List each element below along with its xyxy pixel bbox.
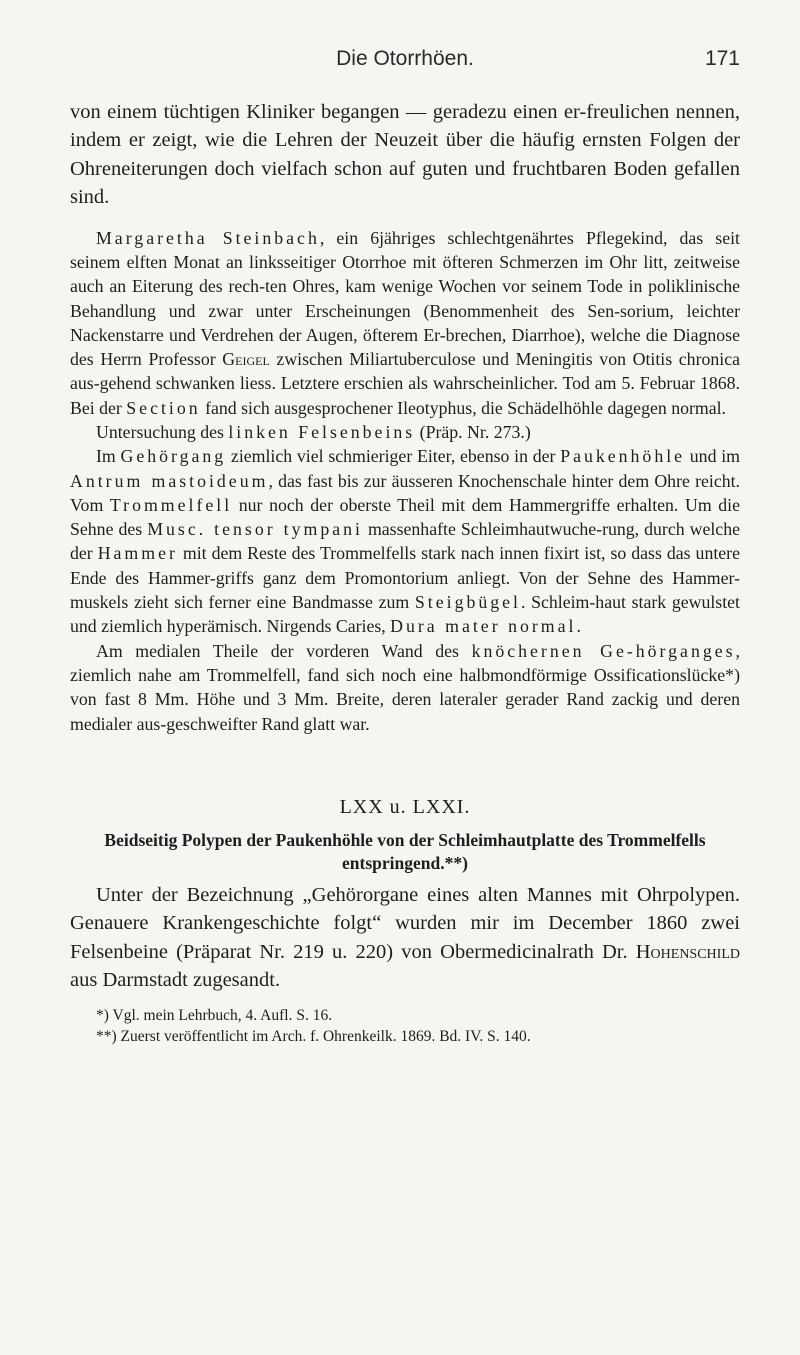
- intro-paragraph: von einem tüchtigen Kliniker begangen — geradezu einen er-freulichen nennen, indem er zeigt, wie die Lehren der Neuzeit über die häufig ernsten Folgen der Ohreneiterungen doch vielfach schon auf guten und fruchtbaren Boden gefallen sind.: [70, 101, 740, 209]
- doctor-name: Hohenschild: [635, 940, 740, 963]
- patient-name: Margaretha Steinbach: [96, 227, 320, 248]
- footnote-2: **) Zuerst veröffentlicht im Arch. f. Ohrenkeilk. 1869. Bd. IV. S. 140.: [96, 1027, 531, 1045]
- running-title: Die Otorrhöen.: [336, 47, 474, 70]
- footnote-1: *) Vgl. mein Lehrbuch, 4. Aufl. S. 16.: [96, 1007, 333, 1025]
- page-header: [70, 0, 740, 70]
- professor-name: Geigel: [222, 349, 270, 370]
- case-paragraph: Margaretha Steinbach, ein 6jähriges schlechtgenährtes Pflegekind, das seit seinem elften Monat an linksseitiger Otorrhoe mit öfteren Schmerzen im Ohr litt, zeitweise auch an Eiterung des rech-ten Ohres, kam wenige Wochen vor seinem Tode in poliklinische Behandlung und zwar unter Erscheinungen (Benommenheit des Sen-sorium, leichter Nackenstarre und Verdrehen der Augen, öfterem Er-brechen, Diarrhoe), welche die Diagnose des Herrn Professor Geigel zwischen Miliartuberculose und Meningitis von Otitis chronica aus-gehend schwanken liess. Letztere erschien als wahrscheinlicher. Tod am 5. Februar 1868. Bei der Section fand sich ausgesprochener Ileotyphus, die Schädelhöhle dagegen normal.: [70, 227, 741, 418]
- section-word: Section: [126, 397, 201, 418]
- book-page: [70, 0, 740, 1047]
- footnotes: [70, 1006, 740, 1047]
- examination-heading: Untersuchung des linken Felsenbeins (Präp. Nr. 273.): [96, 422, 531, 442]
- section-title: Beidseitig Polypen der Paukenhöhle von der Schleimhautplatte des Trommelfells entspringend.**): [104, 829, 706, 873]
- section-number: LXX u. LXXI.: [339, 795, 471, 818]
- ossification-paragraph: Am medialen Theile der vorderen Wand des knöchernen Ge-hörganges, ziemlich nahe am Trommelfell, fand sich noch eine halbmondförmige Ossificationslücke*) von fast 8 Mm. Höhe und 3 Mm. Breite, deren lateraler gerader Rand zackig und deren medialer aus-geschweifter Rand glatt war.: [70, 640, 740, 734]
- page-number: 171: [704, 47, 740, 70]
- section-paragraph: Unter der Bezeichnung „Gehörorgane eines alten Mannes mit Ohrpolypen. Genauere Krankengeschichte folgt“ wurden mir im December 1860 zwei Felsenbeine (Präparat Nr. 219 u. 220) von Obermedicinalrath Dr. Hohenschild aus Darmstadt zugesandt.: [70, 883, 740, 992]
- findings-paragraph: Im Gehörgang ziemlich viel schmieriger Eiter, ebenso in der Paukenhöhle und im Antrum mastoideum, das fast bis zur äusseren Knochenschale hinter dem Ohre reicht. Vom Trommelfell nur noch der oberste Theil mit dem Hammergriffe erhalten. Um die Sehne des Musc. tensor tympani massenhafte Schleimhautwuche-rung, durch welche der Hammer mit dem Reste des Trommelfells stark nach innen fixirt ist, so dass das untere Ende des Hammer-griffs ganz dem Promontorium anliegt. Von der Sehne des Hammer-muskels zieht sich ferner eine Bandmasse zum Steigbügel. Schleim-haut stark gewulstet und ziemlich hyperämisch. Nirgends Caries, Dura mater normal.: [70, 446, 741, 637]
